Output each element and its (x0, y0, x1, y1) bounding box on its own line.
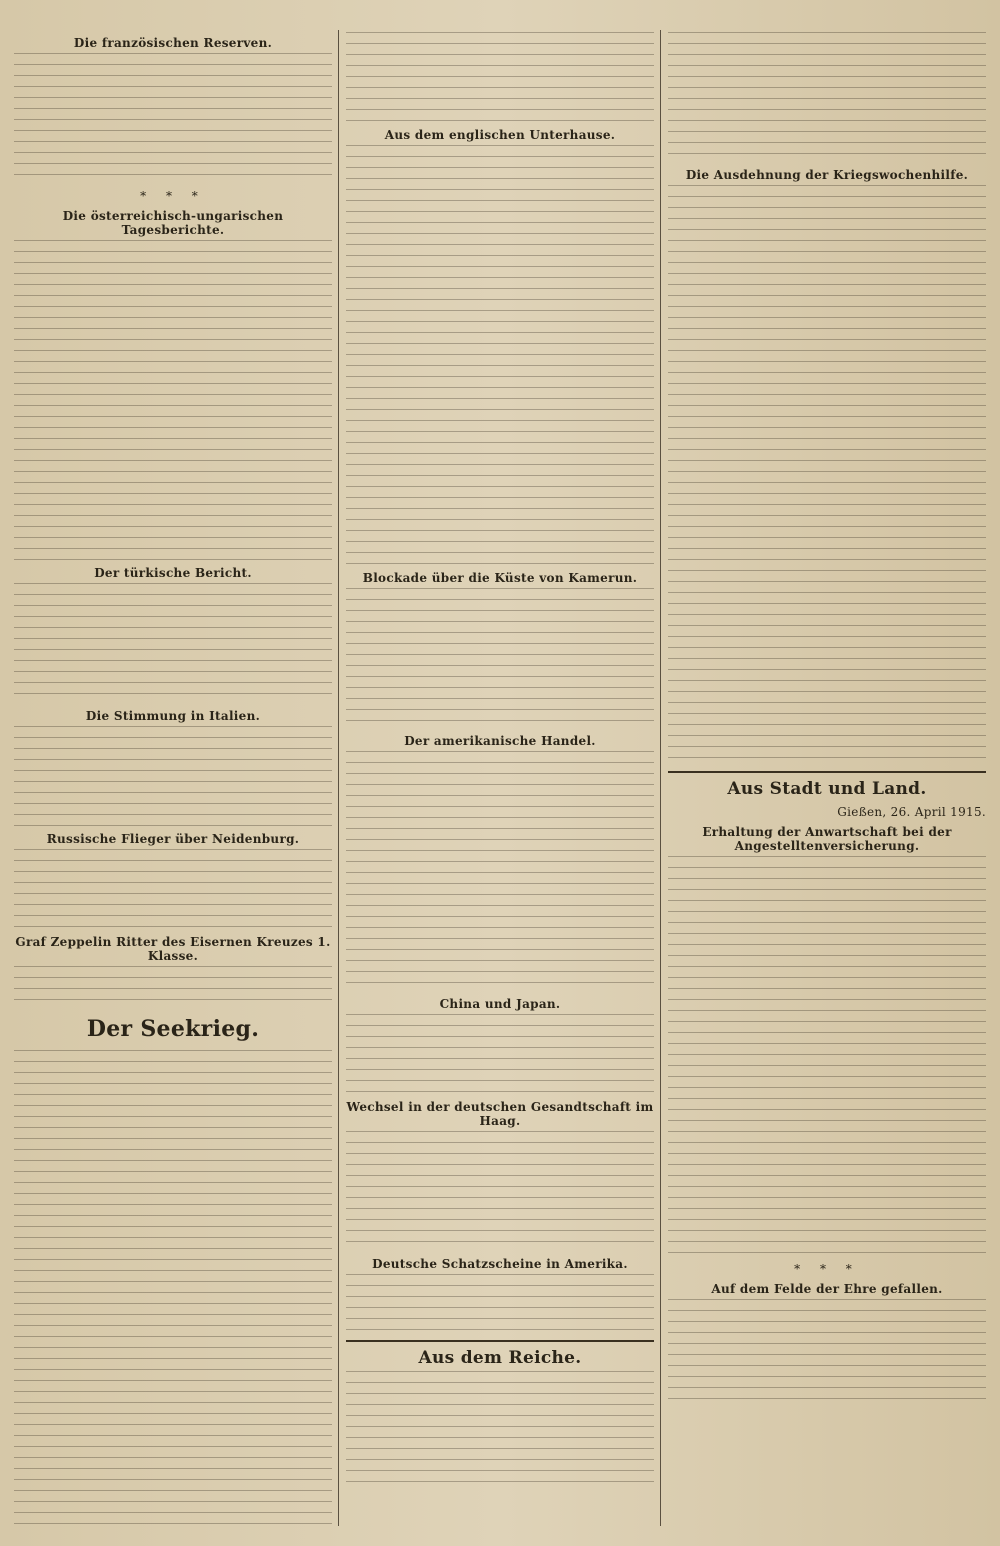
article-body (346, 1274, 654, 1334)
article-body (346, 588, 654, 728)
headline: Wechsel in der deutschen Gesandtschaft im Haag. (346, 1100, 654, 1128)
headline: Aus dem englischen Unterhause. (384, 128, 616, 142)
headline: Deutsche Schatzscheine in Amerika. (372, 1257, 628, 1271)
column-divider (338, 30, 339, 1526)
divider (668, 771, 986, 773)
article-body (346, 145, 654, 565)
article-body (346, 751, 654, 991)
headline: Die österreichisch-ungarischen Tagesberichte. (62, 209, 284, 237)
headline: China und Japan. (439, 997, 561, 1011)
article-body (346, 32, 654, 122)
section-headline: Aus dem Reiche. (418, 1348, 582, 1368)
headline: Der amerikanische Handel. (404, 734, 596, 748)
headline: Erhaltung der Anwartschaft bei der Angestelltenversicherung. (702, 825, 952, 853)
dateline: Gießen, 26. April 1915. (837, 805, 986, 819)
article-body (14, 583, 332, 703)
headline: Der türkische Bericht. (94, 566, 252, 580)
article-body (668, 32, 986, 162)
headline: Auf dem Felde der Ehre gefallen. (711, 1282, 943, 1296)
article-body (14, 1050, 332, 1530)
column-3 (662, 30, 992, 1526)
section-headline: Der Seekrieg. (86, 1016, 260, 1042)
headline: Graf Zeppelin Ritter des Eisernen Kreuzes 1. Klasse. (15, 935, 331, 963)
article-body (346, 1131, 654, 1251)
divider (346, 1340, 654, 1342)
headline: Die Ausdehnung der Kriegswochenhilfe. (685, 168, 969, 182)
article-body (14, 53, 332, 183)
headline: Blockade über die Küste von Kamerun. (362, 571, 638, 585)
article-body (14, 726, 332, 826)
article-body (346, 1371, 654, 1491)
article-body (668, 1299, 986, 1409)
article-body (14, 240, 332, 560)
article-body (668, 856, 986, 1256)
article-body (668, 185, 986, 765)
column-2 (340, 30, 660, 1526)
section-headline: Aus Stadt und Land. (727, 779, 927, 799)
headline: Die Stimmung in Italien. (85, 709, 261, 723)
article-body (14, 849, 332, 929)
separator: * * * (794, 1262, 860, 1276)
headline: Russische Flieger über Neidenburg. (46, 832, 300, 846)
separator: * * * (140, 189, 206, 203)
column-divider (660, 30, 661, 1526)
article-body (346, 1014, 654, 1094)
headline: Die französischen Reserven. (73, 36, 273, 50)
article-body (14, 966, 332, 1006)
column-1 (8, 30, 338, 1526)
